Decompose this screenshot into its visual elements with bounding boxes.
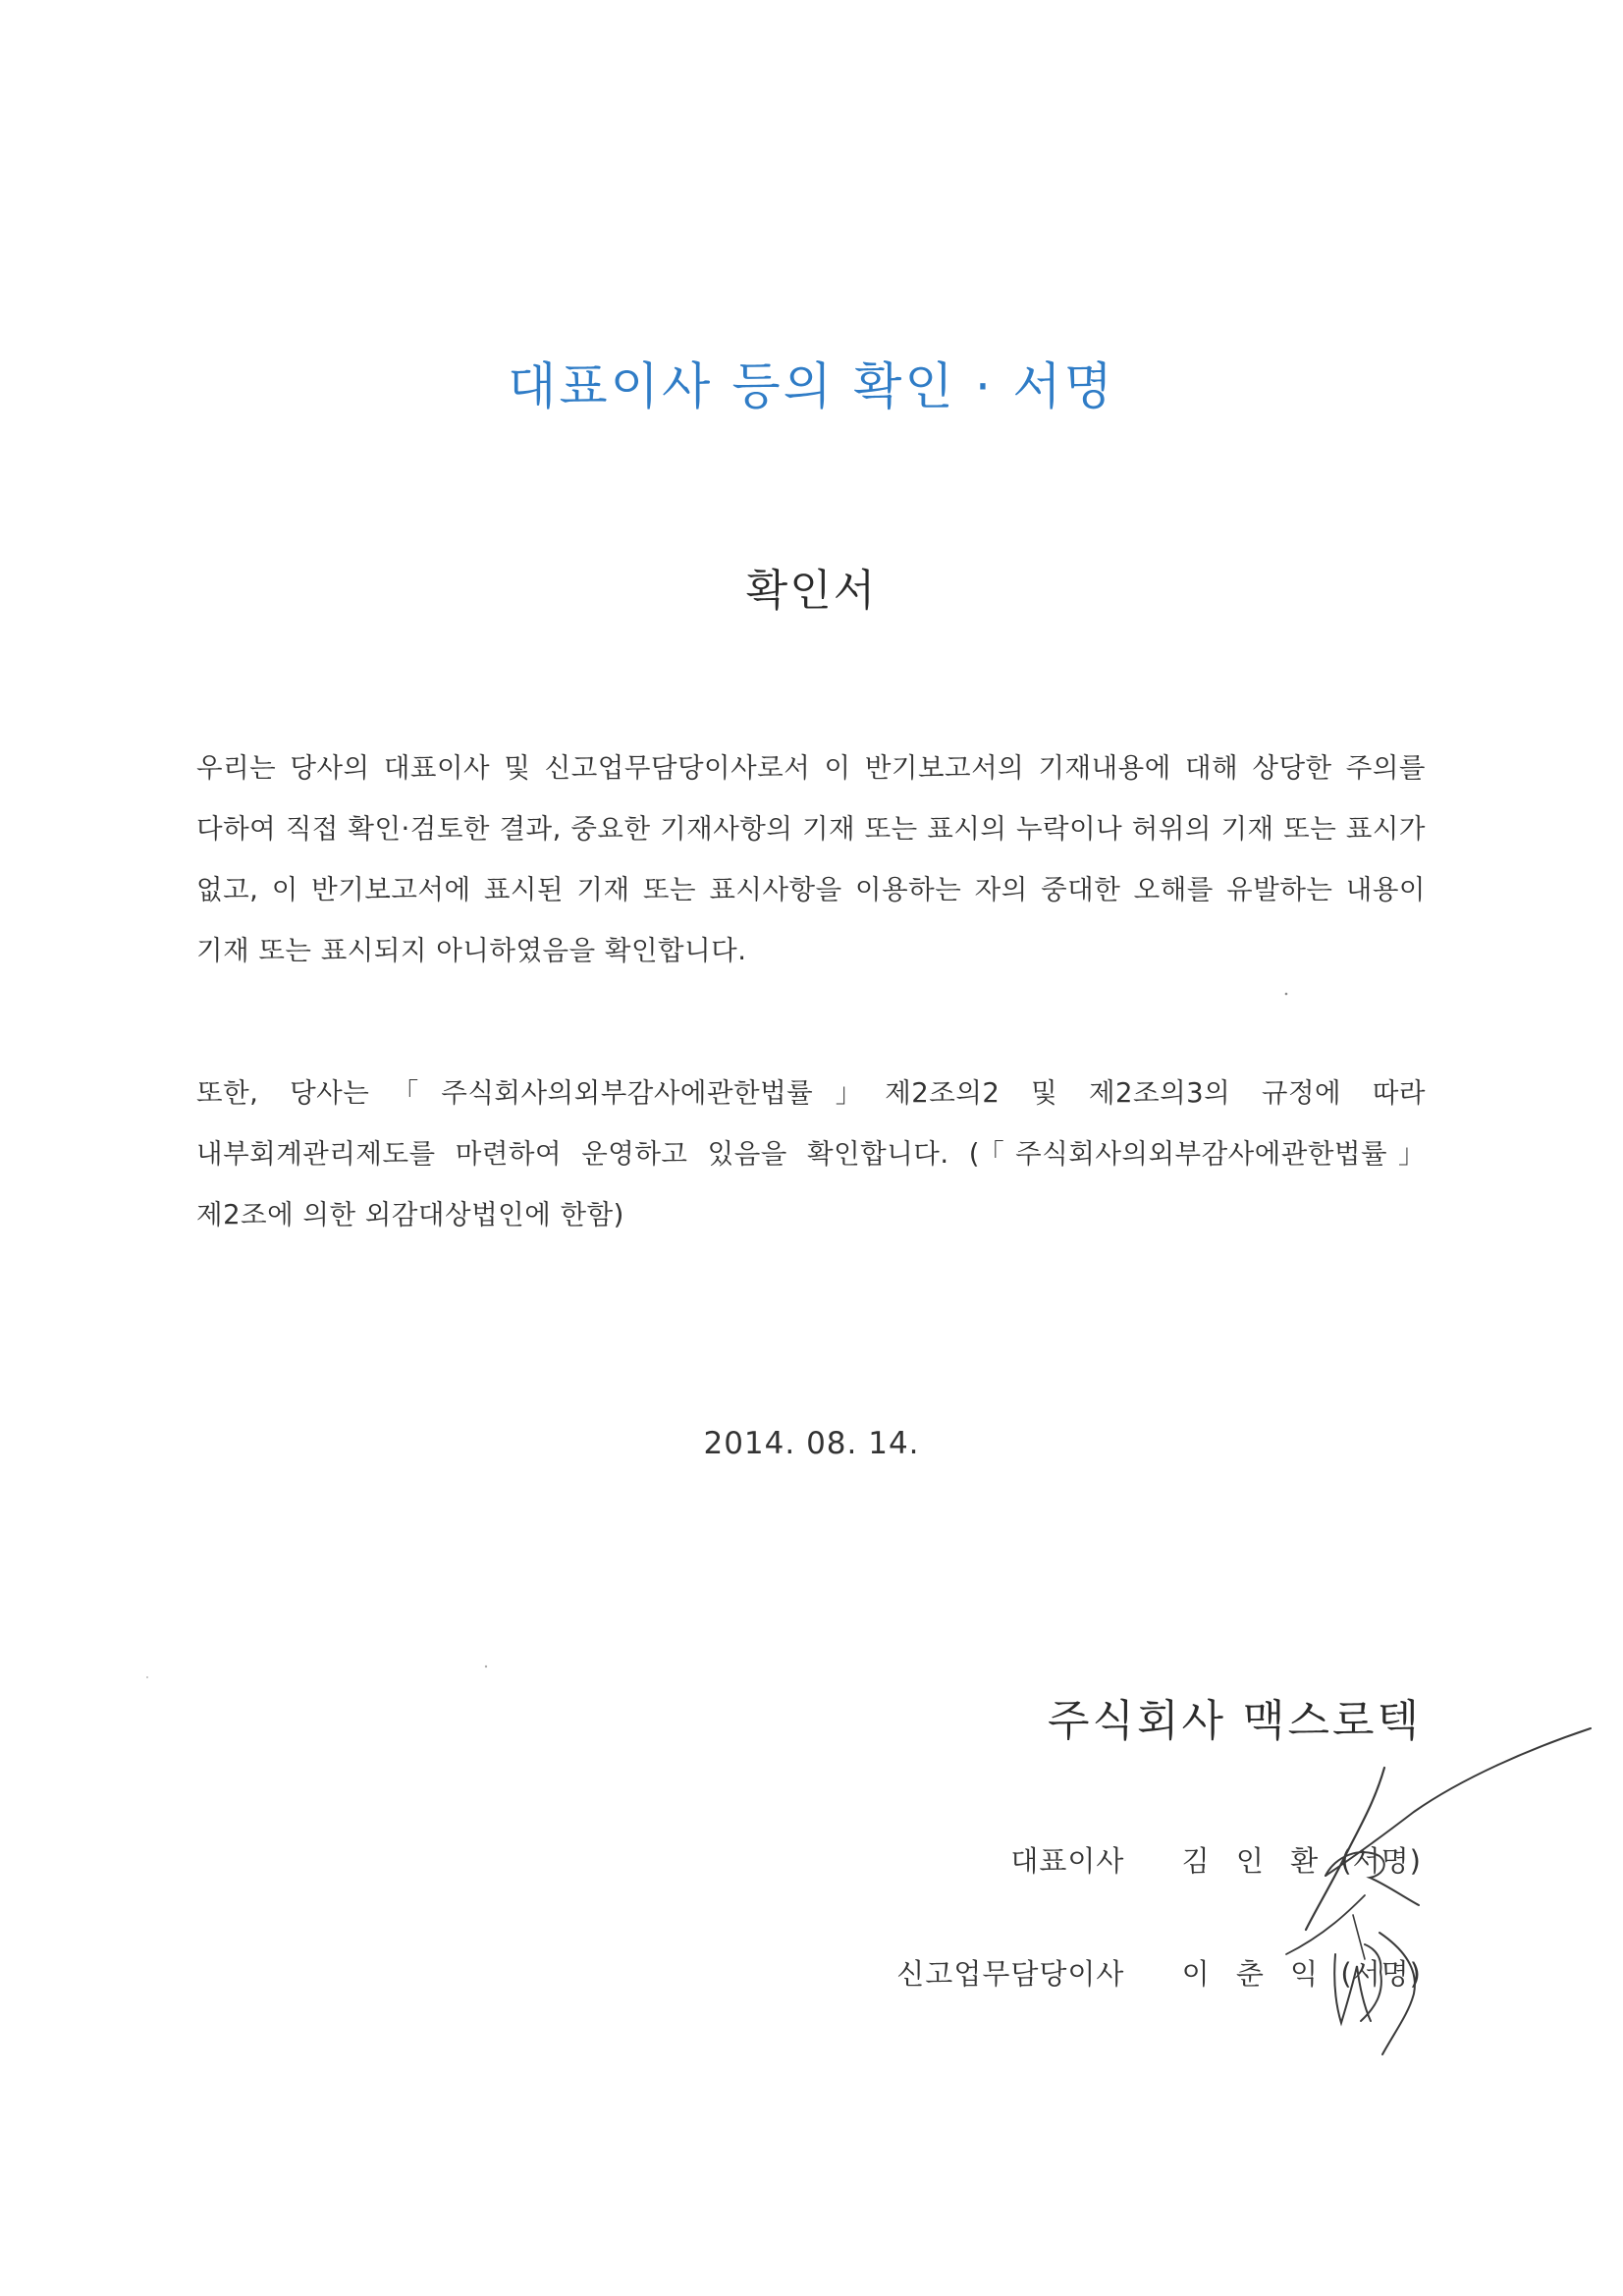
handwritten-signatures — [1267, 1709, 1620, 2062]
signatory-role: 신고업무담당이사 — [896, 1957, 1125, 1991]
confirmation-paragraph: 우리는 당사의 대표이사 및 신고업무담당이사로서 이 반기보고서의 기재내용에 대해 상당한 주의를 다하여 직접 확인·검토한 결과, 중요한 기재사항의 기재 또는 표시의 누락이나 허위의 기재 또는 표시가 없고, 이 반기보고서에 표시된 기재 또는 표시사항을 이용하는 자의 중대한 오해를 유발하는 내용이 기재 또는 표시되지 아니하였음을 확인합니다. — [196, 752, 1426, 966]
document-title: 대표이사 등의 확인 · 서명 — [508, 358, 1115, 416]
signature-label: (서명) — [1340, 1957, 1422, 1991]
signatory-role: 대표이사 — [1010, 1844, 1125, 1878]
signature-label: (서명) — [1340, 1844, 1422, 1878]
signatory-name: 김 인 환 — [1181, 1844, 1327, 1878]
cfo-signature-stroke — [1380, 1933, 1415, 2054]
document-subtitle: 확인서 — [745, 566, 878, 616]
internal-control-paragraph: 또한, 당사는「주식회사의외부감사에관한법률」제2조의2 및 제2조의3의 규정에 따라 내부회계관리제도를 마련하여 운영하고 있음을 확인합니다. (「주식회사의외부감사에관한법률」제2조에 의한 외감대상법인에 한함) — [196, 1077, 1426, 1230]
company-name: 주식회사 맥스로텍 — [1047, 1696, 1422, 1746]
signatory-name: 이 춘 익 — [1181, 1957, 1327, 1991]
document-date: 2014. 08. 14. — [703, 1426, 920, 1461]
ceo-signature-stroke — [1286, 1895, 1365, 1954]
signatory-row-cfo — [896, 1952, 1422, 1993]
signatory-row-ceo — [1010, 1839, 1422, 1880]
